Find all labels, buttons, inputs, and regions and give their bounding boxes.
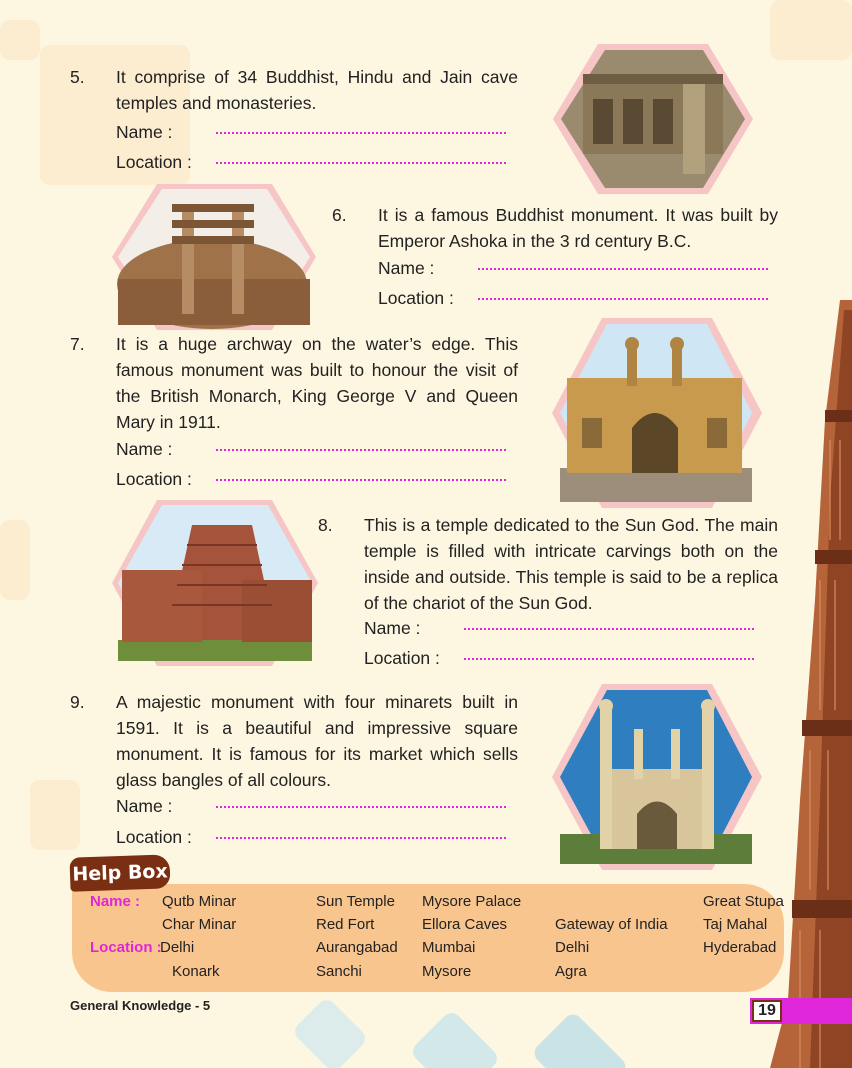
location-answer-row xyxy=(116,152,506,173)
location-answer-row xyxy=(116,827,506,848)
question-number: 8. xyxy=(318,515,333,535)
name-answer-blank[interactable] xyxy=(216,132,506,134)
help-box-name: Char Minar xyxy=(162,916,237,933)
question-7 xyxy=(70,331,520,441)
help-box-location: Aurangabad xyxy=(316,939,398,956)
great-stupa-image xyxy=(112,184,316,330)
question-text: It comprise of 34 Buddhist, Hindu and Jain cave temples and monasteries. xyxy=(116,67,518,113)
help-box-name: Ellora Caves xyxy=(422,916,508,933)
question-5 xyxy=(70,64,520,124)
location-answer-row xyxy=(378,288,768,309)
location-label: Location : xyxy=(116,827,192,847)
question-6 xyxy=(332,202,780,262)
background-shape xyxy=(0,20,40,60)
location-answer-row xyxy=(364,648,754,669)
book-title: General Knowledge - 5 xyxy=(70,998,211,1013)
help-box-location: Mysore xyxy=(422,963,472,980)
location-answer-row xyxy=(116,469,506,490)
help-box-name: Qutb Minar xyxy=(162,893,237,910)
help-box-name: Sun Temple xyxy=(316,893,395,910)
help-box-name: Taj Mahal xyxy=(703,916,768,933)
help-box-name: Red Fort xyxy=(316,916,375,933)
location-label: Location : xyxy=(378,288,454,308)
help-box-name: Great Stupa xyxy=(703,893,784,910)
help-box-location: Delhi xyxy=(160,939,195,956)
location-answer-blank[interactable] xyxy=(464,658,754,660)
question-text: This is a temple dedicated to the Sun God. The main temple is filled with intricate carvings both on the inside and outside. This temple is said to be a replica of the chariot of the Sun God. xyxy=(364,515,778,613)
question-number: 6. xyxy=(332,205,347,225)
question-text: A majestic monument with four minarets built in 1591. It is a beautiful and impressive square monument. It is famous for its market which sells glass bangles of all colours. xyxy=(116,692,518,790)
name-answer-blank[interactable] xyxy=(464,628,754,630)
name-answer-row xyxy=(116,122,506,143)
location-label: Location : xyxy=(364,648,440,668)
question-number: 9. xyxy=(70,692,85,712)
gateway-of-india-image xyxy=(552,318,762,508)
question-8 xyxy=(318,512,780,622)
help-box-location: Mumbai xyxy=(422,939,476,956)
name-answer-blank[interactable] xyxy=(478,268,768,270)
footer-decoration xyxy=(409,1009,501,1068)
help-box-location: Sanchi xyxy=(316,963,362,980)
help-box-location: Agra xyxy=(555,963,587,980)
location-answer-blank[interactable] xyxy=(216,162,506,164)
help-box-name-heading: Name : xyxy=(90,893,141,910)
question-9 xyxy=(70,689,520,799)
name-label: Name : xyxy=(116,122,173,142)
help-box-location: Hyderabad xyxy=(703,939,777,956)
help-box-location: Konark xyxy=(172,963,220,980)
location-answer-blank[interactable] xyxy=(478,298,768,300)
name-label: Name : xyxy=(116,439,173,459)
footer-decoration xyxy=(291,996,369,1068)
question-text: It is a famous Buddhist monument. It was built by Emperor Ashoka in the 3 rd century B.C. xyxy=(378,205,778,251)
footer-decoration xyxy=(531,1011,630,1068)
location-label: Location : xyxy=(116,152,192,172)
char-minar-image xyxy=(552,684,762,870)
location-answer-blank[interactable] xyxy=(216,837,506,839)
name-answer-row xyxy=(364,618,754,639)
question-number: 5. xyxy=(70,67,85,87)
background-shape xyxy=(770,0,852,60)
help-box-title: Help Box xyxy=(69,854,170,891)
page-number: 19 xyxy=(752,1000,782,1022)
name-answer-row xyxy=(116,796,506,817)
name-label: Name : xyxy=(378,258,435,278)
name-label: Name : xyxy=(364,618,421,638)
help-box-location: Delhi xyxy=(555,939,590,956)
name-answer-row xyxy=(378,258,768,279)
location-answer-blank[interactable] xyxy=(216,479,506,481)
sun-temple-image xyxy=(112,500,318,666)
question-number: 7. xyxy=(70,334,85,354)
name-answer-blank[interactable] xyxy=(216,449,506,451)
help-box-name: Mysore Palace xyxy=(422,893,522,910)
background-shape xyxy=(0,520,30,600)
name-label: Name : xyxy=(116,796,173,816)
location-label: Location : xyxy=(116,469,192,489)
ellora-caves-image xyxy=(553,44,753,194)
help-box-location-heading: Location : xyxy=(90,939,162,956)
help-box-name: Gateway of India xyxy=(555,916,668,933)
question-text: It is a huge archway on the water’s edge. This famous monument was built to honour the visit of the British Monarch, King George V and Queen Mary in 1911. xyxy=(116,334,518,432)
name-answer-row xyxy=(116,439,506,460)
name-answer-blank[interactable] xyxy=(216,806,506,808)
